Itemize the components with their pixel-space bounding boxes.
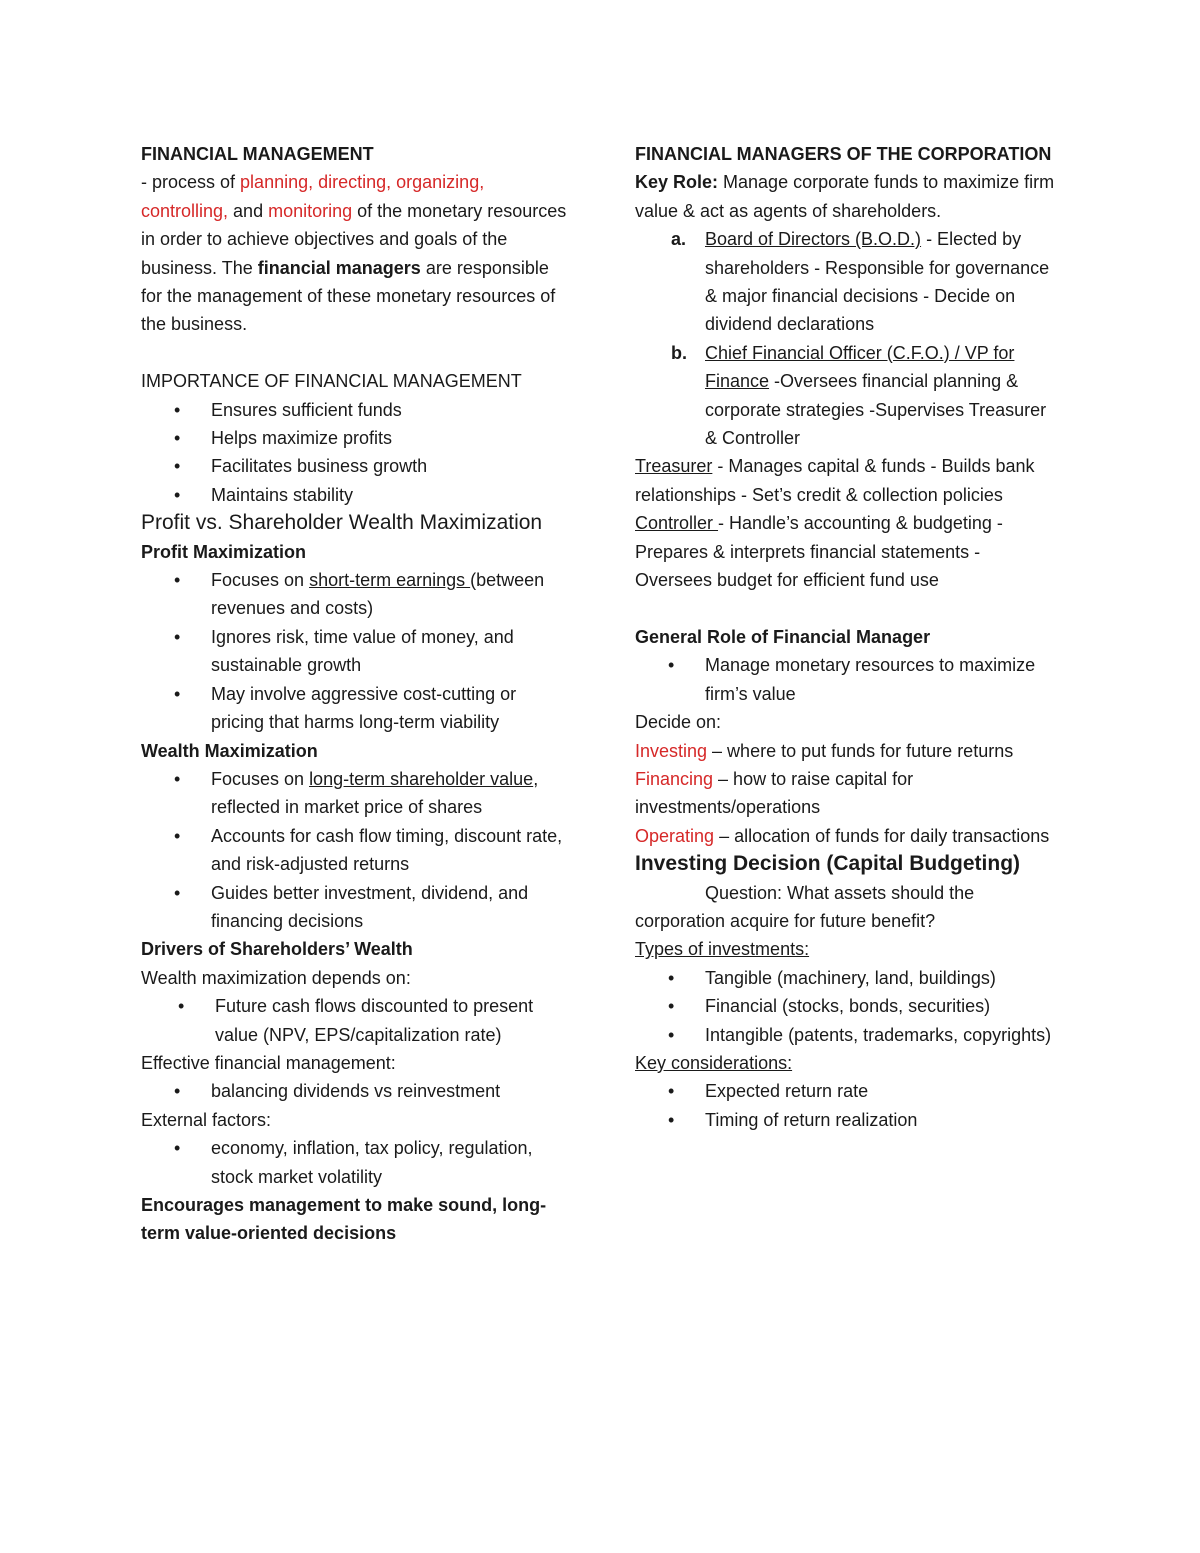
general-role-title: General Role of Financial Manager <box>635 626 931 647</box>
operating-line: Operating – allocation of funds for daily transactions <box>635 825 1050 846</box>
drivers-title: Drivers of Shareholders’ Wealth <box>141 939 413 960</box>
key-considerations-label: Key considerations: <box>635 1052 793 1073</box>
effective-label: Effective financial management: <box>141 1052 396 1073</box>
profit-max-title: Profit Maximization <box>141 541 307 562</box>
bullet-icon: • <box>174 1138 181 1159</box>
list-item: b. Chief Financial Officer (C.F.O.) / VP for Finance -Oversees financial planning & corporate strategies -Supervises Treasurer & Controller <box>671 342 1047 449</box>
bullet-icon: • <box>174 570 181 591</box>
list-item: • Helps maximize profits <box>141 424 571 452</box>
list-item: • Manage monetary resources to maximize firm’s value <box>635 651 1060 708</box>
drivers-list <box>141 992 571 1049</box>
bullet-icon: • <box>174 882 181 903</box>
investing-line: Investing – where to put funds for future returns <box>635 740 1014 761</box>
bullet-icon: • <box>178 996 185 1017</box>
bullet-icon: • <box>174 825 181 846</box>
bullet-icon: • <box>174 428 181 449</box>
bullet-icon: • <box>174 768 181 789</box>
bullet-icon: • <box>668 996 675 1017</box>
bullet-icon: • <box>174 456 181 477</box>
list-item: • Timing of return realization <box>635 1106 1060 1134</box>
list-item: • May involve aggressive cost-cutting or pricing that harms long-term viability <box>141 680 571 737</box>
list-item: • economy, inflation, tax policy, regulation, stock market volatility <box>141 1134 571 1191</box>
list-item: • balancing dividends vs reinvestment <box>141 1077 571 1105</box>
list-item: • Ensures sufficient funds <box>141 396 571 424</box>
bullet-icon: • <box>174 399 181 420</box>
list-item: a. Board of Directors (B.O.D.) - Elected by shareholders - Responsible for governance & major financial decisions - Decide on dividend declarations <box>671 229 1050 335</box>
bullet-icon: • <box>174 1081 181 1102</box>
bullet-icon: • <box>668 967 675 988</box>
decide-label: Decide on: <box>635 712 722 733</box>
list-item: • Guides better investment, dividend, and financing decisions <box>141 879 571 936</box>
external-label: External factors: <box>141 1109 272 1130</box>
bullet-icon: • <box>174 626 181 647</box>
general-role-list <box>635 651 1060 708</box>
list-item: • Future cash flows discounted to present value (NPV, EPS/capitalization rate) <box>141 992 571 1049</box>
bullet-icon: • <box>174 484 181 505</box>
financing-line: Financing – how to raise capital for investments/operations <box>635 768 914 818</box>
officers-list <box>635 225 1060 452</box>
fm-title: FINANCIAL MANAGEMENT <box>141 144 374 164</box>
list-item: • Focuses on long-term shareholder value, reflected in market price of shares <box>141 765 571 822</box>
list-item: • Financial (stocks, bonds, securities) <box>635 992 1060 1020</box>
list-item: • Expected return rate <box>635 1077 1060 1105</box>
wealth-max-title: Wealth Maximization <box>141 740 318 761</box>
controller: Controller - Handle’s accounting & budgeting - Prepares & interprets financial statements - Oversees budget for efficient fund use <box>635 513 1003 591</box>
right-column <box>635 140 1060 1134</box>
treasurer: Treasurer - Manages capital & funds - Builds bank relationships - Set’s credit & collection policies <box>635 456 1035 505</box>
investing-decision-title: Investing Decision (Capital Budgeting) <box>635 852 1021 876</box>
bullet-icon: • <box>668 1081 675 1102</box>
fm-definition: - process of planning, directing, organizing, controlling, and monitoring of the monetary resources in order to achieve objectives and goals of the business. The financial managers are responsible for the management of these monetary resources of the business. <box>141 172 567 335</box>
list-item: • Facilitates business growth <box>141 452 571 480</box>
key-role: Key Role: Manage corporate funds to maximize firm value & act as agents of shareholders. <box>635 172 1055 221</box>
left-column <box>141 140 571 1248</box>
bullet-icon: • <box>668 655 675 676</box>
closing-statement: Encourages management to make sound, long-term value-oriented decisions <box>141 1195 547 1244</box>
bullet-icon: • <box>668 1109 675 1130</box>
bullet-icon: • <box>668 1024 675 1045</box>
list-item: • Tangible (machinery, land, buildings) <box>635 964 1060 992</box>
types-label: Types of investments: <box>635 939 810 960</box>
list-item: • Ignores risk, time value of money, and sustainable growth <box>141 623 571 680</box>
list-item: • Intangible (patents, trademarks, copyrights) <box>635 1021 1060 1049</box>
effective-list <box>141 1077 571 1105</box>
question: Question: What assets should the corporation acquire for future benefit? <box>635 882 975 931</box>
list-item: • Accounts for cash flow timing, discount rate, and risk-adjusted returns <box>141 822 571 879</box>
fmc-title: FINANCIAL MANAGERS OF THE CORPORATION <box>635 144 1052 164</box>
bullet-icon: • <box>174 683 181 704</box>
list-item: • Maintains stability <box>141 481 571 509</box>
list-item: • Focuses on short-term earnings (between revenues and costs) <box>141 566 571 623</box>
external-list <box>141 1134 571 1191</box>
profit-vs-wealth-title: Profit vs. Shareholder Wealth Maximization <box>141 511 543 535</box>
drivers-intro: Wealth maximization depends on: <box>141 967 411 988</box>
key-considerations-list <box>635 1077 1060 1134</box>
wealth-list <box>141 765 571 935</box>
profit-list <box>141 566 571 736</box>
importance-list <box>141 396 571 510</box>
types-list <box>635 964 1060 1049</box>
importance-title: IMPORTANCE OF FINANCIAL MANAGEMENT <box>141 371 522 392</box>
